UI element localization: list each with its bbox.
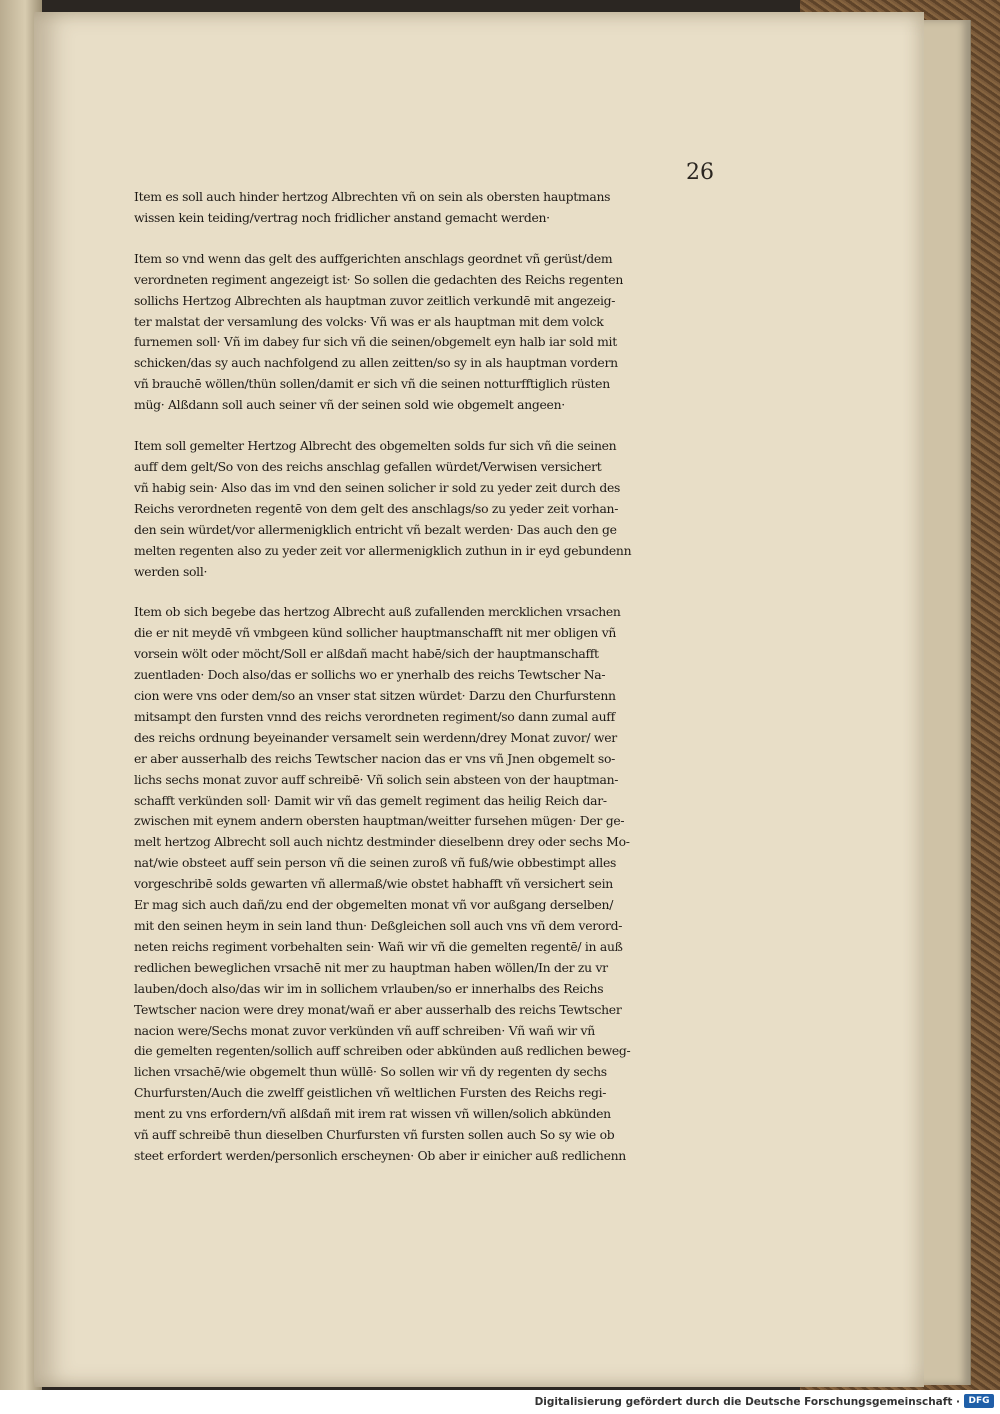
text-line: vñ auff schreibē thun dieselben Churfursten vñ fursten sollen auch So sy wie ob xyxy=(134,1127,615,1143)
text-line: die er nit meydē vñ vmbgeen künd sollicher hauptmanschafft nit mer obligen vñ xyxy=(134,625,617,641)
text-line: verordneten regiment angezeigt ist· So sollen die gedachten des Reichs regenten xyxy=(134,271,624,287)
text-line: vñ brauchē wöllen/thün sollen/damit er sich vñ die seinen notturfftiglich rüsten xyxy=(134,376,610,392)
text-line: Item es soll auch hinder hertzog Albrechten vñ on sein als obersten hauptmans xyxy=(134,189,611,204)
book-page xyxy=(34,12,924,1387)
text-line: sollichs Hertzog Albrechten als hauptman zuvor zeitlich verkundē mit angezeig- xyxy=(134,292,616,308)
text-line: Churfursten/Auch die zwelff geistlichen vñ weltlichen Fursten des Reichs regi- xyxy=(134,1085,607,1101)
text-line: die gemelten regenten/sollich auff schreiben oder abkünden auß redlichen beweg- xyxy=(134,1043,631,1059)
text-block xyxy=(134,187,724,1187)
text-line: neten reichs regiment vorbehalten sein· Wañ wir vñ die gemelten regentē/ in auß xyxy=(134,938,623,954)
text-line: schicken/das sy auch nachfolgend zu allen zeitten/so sy in als hauptman vordern xyxy=(134,355,618,371)
text-line: furnemen soll· Vñ im dabey fur sich vñ die seinen/obgemelt eyn halb iar sold mit xyxy=(134,334,617,350)
text-line: nacion were/Sechs monat zuvor verkünden vñ auff schreiben· Vñ wañ wir vñ xyxy=(134,1022,595,1038)
text-line: ment zu vns erfordern/vñ alßdañ mit irem rat wissen vñ willen/solich abkünden xyxy=(134,1106,611,1122)
text-line: Item soll gemelter Hertzog Albrecht des obgemelten solds fur sich vñ die seinen xyxy=(134,438,617,454)
text-line: lauben/doch also/das wir im in sollichem vrlauben/so er innerhalbs des Reichs xyxy=(134,980,604,996)
text-line: cion were vns oder dem/so an vnser stat sitzen würdet· Darzu den Churfurstenn xyxy=(134,688,616,704)
text-line: steet erfordert werden/personlich erscheynen· Ob aber ir einicher auß redlichenn xyxy=(134,1147,626,1163)
paragraph xyxy=(134,187,724,229)
text-line: auff dem gelt/So von des reichs anschlag gefallen würdet/Verwisen versichert xyxy=(134,458,602,474)
text-line: vorsein wölt oder möcht/Soll er alßdañ macht habē/sich der hauptmanschafft xyxy=(134,646,599,662)
text-line: vorgeschribē solds gewarten vñ allermaß/wie obstet habhafft vñ versichert sein xyxy=(134,876,613,892)
text-line: vñ habig sein· Also das im vnd den seinen solicher ir sold zu yeder zeit durch des xyxy=(134,479,621,495)
text-line: mitsampt den fursten vnnd des reichs verordneten regiment/so dann zumal auff xyxy=(134,708,615,724)
text-line: wissen kein teiding/vertrag noch fridlicher anstand gemacht werden· xyxy=(134,209,550,225)
text-line: zuentladen· Doch also/das er sollichs wo er ynerhalb des reichs Tewtscher Na- xyxy=(134,667,606,683)
text-line: lichen vrsachē/wie obgemelt thun wüllē· So sollen wir vñ dy regenten dy sechs xyxy=(134,1064,607,1080)
text-line: den sein würdet/vor allermenigklich entricht vñ bezalt werden· Das auch den ge xyxy=(134,521,617,537)
paragraph xyxy=(134,602,724,1166)
footer xyxy=(0,1390,1000,1414)
text-line: nat/wie obsteet auff sein person vñ die seinen zuroß vñ fuß/wie obbestimpt alles xyxy=(134,855,617,871)
funding-credit: Digitalisierung gefördert durch die Deutsche Forschungsgemeinschaft · xyxy=(534,1396,960,1408)
dfg-logo: DFG xyxy=(964,1394,994,1408)
text-line: des reichs ordnung beyeinander versamelt sein werdenn/drey Monat zuvor/ wer xyxy=(134,729,617,745)
text-line: werden soll· xyxy=(134,563,208,579)
text-line: ter malstat der versamlung des volcks· Vñ was er als hauptman mit dem volck xyxy=(134,313,604,329)
text-line: mit den seinen heym in sein land thun· Deßgleichen soll auch vns vñ dem verord- xyxy=(134,918,623,933)
text-line: schafft verkünden soll· Damit wir vñ das gemelt regiment das heilig Reich dar- xyxy=(134,792,607,808)
paragraph xyxy=(134,436,724,582)
text-line: redlichen beweglichen vrsachē nit mer zu hauptman haben wöllen/In der zu vr xyxy=(134,959,608,975)
text-line: Item ob sich begebe das hertzog Albrecht auß zufallenden mercklichen vrsachen xyxy=(134,604,621,620)
text-line: er aber ausserhalb des reichs Tewtscher nacion das er vns vñ Jnen obgemelt so- xyxy=(134,750,616,766)
text-line: lichs sechs monat zuvor auff schreibē· Vñ solich sein absteen von der hauptman- xyxy=(134,771,619,787)
text-line: Tewtscher nacion were drey monat/wañ er aber ausserhalb des reichs Tewtscher xyxy=(134,1001,622,1017)
text-line: Reichs verordneten regentē von dem gelt des anschlags/so zu yeder zeit vorhan- xyxy=(134,500,619,516)
paragraph xyxy=(134,249,724,416)
text-line: zwischen mit eynem andern obersten hauptman/weitter fursehen mügen· Der ge- xyxy=(134,813,625,829)
text-line: Er mag sich auch dañ/zu end der obgemelten monat vñ vor außgang derselben/ xyxy=(134,897,614,913)
text-line: müg· Alßdann soll auch seiner vñ der seinen sold wie obgemelt angeen· xyxy=(134,397,565,413)
text-line: Item so vnd wenn das gelt des auffgerichten anschlags geordnet vñ gerüst/dem xyxy=(134,250,613,266)
text-line: melt hertzog Albrecht soll auch nichtz destminder dieselbenn drey oder sechs Mo- xyxy=(134,834,630,850)
page-number: 26 xyxy=(686,160,714,185)
text-line: melten regenten also zu yeder zeit vor allermenigklich zuthun in ir eyd gebundenn xyxy=(134,542,632,558)
